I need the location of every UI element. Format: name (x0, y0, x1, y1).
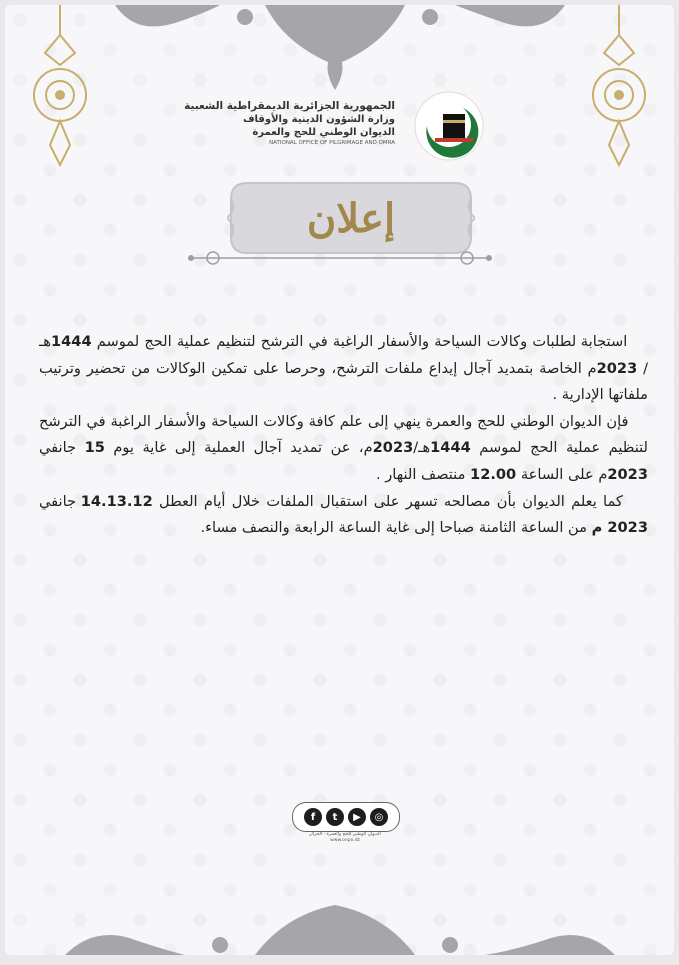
paragraph-2: فإن الديوان الوطني للحج والعمرة ينهي إلى علم كافة وكالات السياحة والأسفار الراغبة في الترشح لتنظيم عملية الحج لموسم 1444هـ/2023م، عن تمديد آجال العملية إلى غاية يوم 15 جانفي 2023م على الساعة 12.00 منتصف النهار . (39, 412, 648, 483)
org-line-1: الجمهورية الجزائرية الديمقراطية الشعبية (184, 100, 395, 112)
footer-caption-line-1: الديوان الوطني للحج والعمرة - الجزائر (309, 832, 381, 837)
footer-caption (292, 832, 398, 844)
instagram-icon[interactable]: ◎ (370, 808, 388, 826)
youtube-icon[interactable]: ▶ (348, 808, 366, 826)
footer-caption-line-2: www.onpo.dz (330, 838, 360, 843)
top-ornament (5, 5, 674, 95)
organization-name (184, 100, 395, 148)
org-line-2: وزارة الشؤون الدينية والأوقاف (242, 114, 395, 125)
social-links (292, 802, 398, 844)
onpo-logo-icon (413, 90, 485, 162)
announcement-page (5, 5, 674, 955)
org-line-3: الديوان الوطني للحج والعمرة (252, 127, 395, 138)
announcement-title: إعلان (306, 194, 396, 242)
lantern-left-icon (25, 5, 95, 175)
social-pill (292, 802, 400, 832)
ornamental-divider (183, 250, 497, 266)
paragraph-3: كما يعلم الديوان بأن مصالحه تسهر على استقبال الملفات خلال أيام العطل 14.13.12 جانفي 2023 م من الساعة الثامنة صباحا إلى غاية الساعة الرابعة والنصف مساء. (39, 492, 648, 537)
header (184, 90, 485, 162)
announcement-body (39, 329, 648, 542)
twitter-icon[interactable]: t (326, 808, 344, 826)
lantern-right-icon (584, 5, 654, 175)
paragraph-1: استجابة لطلبات وكالات السياحة والأسفار الراغبة في الترشح لتنظيم عملية الحج لموسم 1444هـ / 2023م الخاصة بتمديد آجال إيداع ملفات الترشح، وحرصا على تمكين الوكالات من تحضير وترتيب ملفاتها الإدارية . (39, 333, 648, 404)
bottom-ornament (5, 895, 674, 955)
org-line-4: NATIONAL OFFICE OF PILGRIMAGE AND OMRA (269, 140, 395, 146)
facebook-icon[interactable]: f (304, 808, 322, 826)
title-frame (227, 177, 475, 259)
